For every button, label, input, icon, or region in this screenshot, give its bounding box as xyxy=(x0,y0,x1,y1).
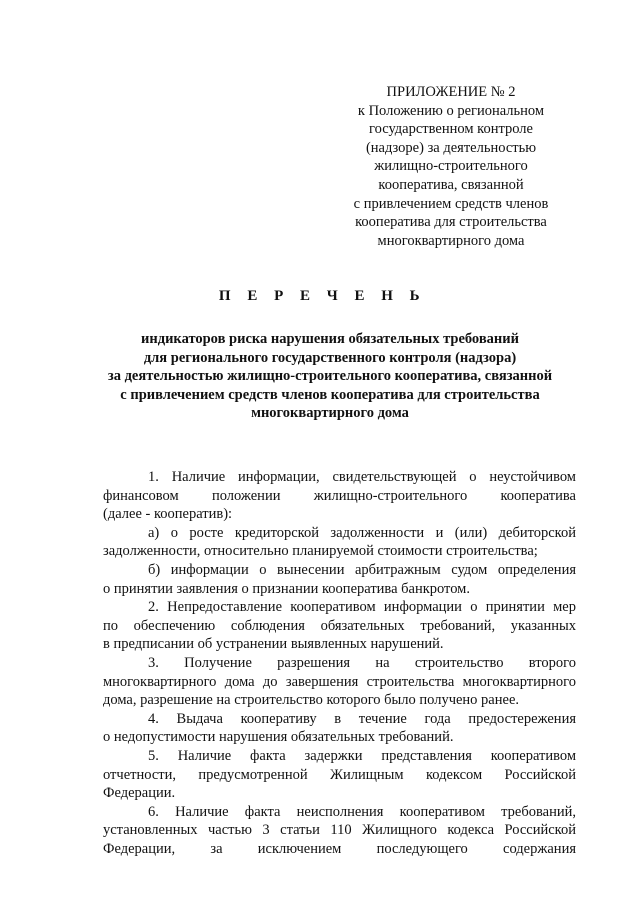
appendix-line: кооператива, связанной xyxy=(378,176,524,193)
body-line: 3. Получение разрешения на строительство второго xyxy=(148,654,576,671)
body-line: финансовом положении жилищно-строительного кооператива xyxy=(103,487,576,504)
body-line: отчетности, предусмотренной Жилищным кодексом Российской xyxy=(103,766,576,783)
body-line: в предписании об устранении выявленных нарушений. xyxy=(103,636,444,653)
body-line: установленных частью 3 статьи 110 Жилищного кодекса Российской xyxy=(103,822,576,839)
body-line: задолженности, относительно планируемой стоимости строительства; xyxy=(103,543,538,560)
appendix-block xyxy=(320,83,582,250)
body-line: Федерации. xyxy=(103,785,176,802)
body-line: 5. Наличие факта задержки представления кооперативом xyxy=(148,747,576,764)
body-line: по обеспечению соблюдения обязательных требований, указанных xyxy=(103,617,576,634)
appendix-line: (надзоре) за деятельностью xyxy=(365,139,537,156)
appendix-line: с привлечением средств членов xyxy=(353,195,549,212)
body-line: о недопустимости нарушения обязательных требований. xyxy=(103,729,454,746)
body-line: Федерации, за исключением последующего содержания xyxy=(103,840,576,857)
body-line: 2. Непредоставление кооперативом информации о принятии мер xyxy=(148,599,576,616)
body-line: (далее - кооператив): xyxy=(103,506,233,523)
subheading-line: за деятельностью жилищно-строительного кооператива, связанной xyxy=(107,368,553,385)
body-line: 4. Выдача кооперативу в течение года предостережения xyxy=(148,710,576,727)
body-line: 1. Наличие информации, свидетельствующей о неустойчивом xyxy=(148,469,576,485)
body-line: 6. Наличие факта неисполнения кооперативом требований, xyxy=(148,803,576,820)
document-body xyxy=(103,468,576,858)
body-line: многоквартирного дома до завершения строительства многоквартирного xyxy=(103,673,576,690)
document-subheading xyxy=(100,330,560,423)
subheading-line: с привлечением средств членов кооператива для строительства xyxy=(120,386,540,403)
appendix-line: жилищно-строительного xyxy=(374,158,528,175)
subheading-line: индикаторов риска нарушения обязательных требований xyxy=(141,331,519,347)
appendix-line: многоквартирного дома xyxy=(377,232,525,249)
document-heading: П Е Р Е Ч Е Н Ь xyxy=(218,288,427,304)
subheading-line: многоквартирного дома xyxy=(251,405,409,422)
appendix-line: к Положению о региональном xyxy=(357,102,545,119)
appendix-line: государственном контроле xyxy=(369,121,533,138)
body-line: о принятии заявления о признании кооператива банкротом. xyxy=(103,580,470,597)
appendix-title: ПРИЛОЖЕНИЕ № 2 xyxy=(386,84,516,100)
body-line: б) информации о вынесении арбитражным судом определения xyxy=(148,561,576,578)
body-line: а) о росте кредиторской задолженности и (или) дебиторской xyxy=(148,524,576,541)
body-line: дома, разрешение на строительство которого было получено ранее. xyxy=(103,692,520,709)
subheading-line: для регионального государственного контроля (надзора) xyxy=(143,349,517,366)
appendix-line: кооператива для строительства xyxy=(355,214,547,231)
